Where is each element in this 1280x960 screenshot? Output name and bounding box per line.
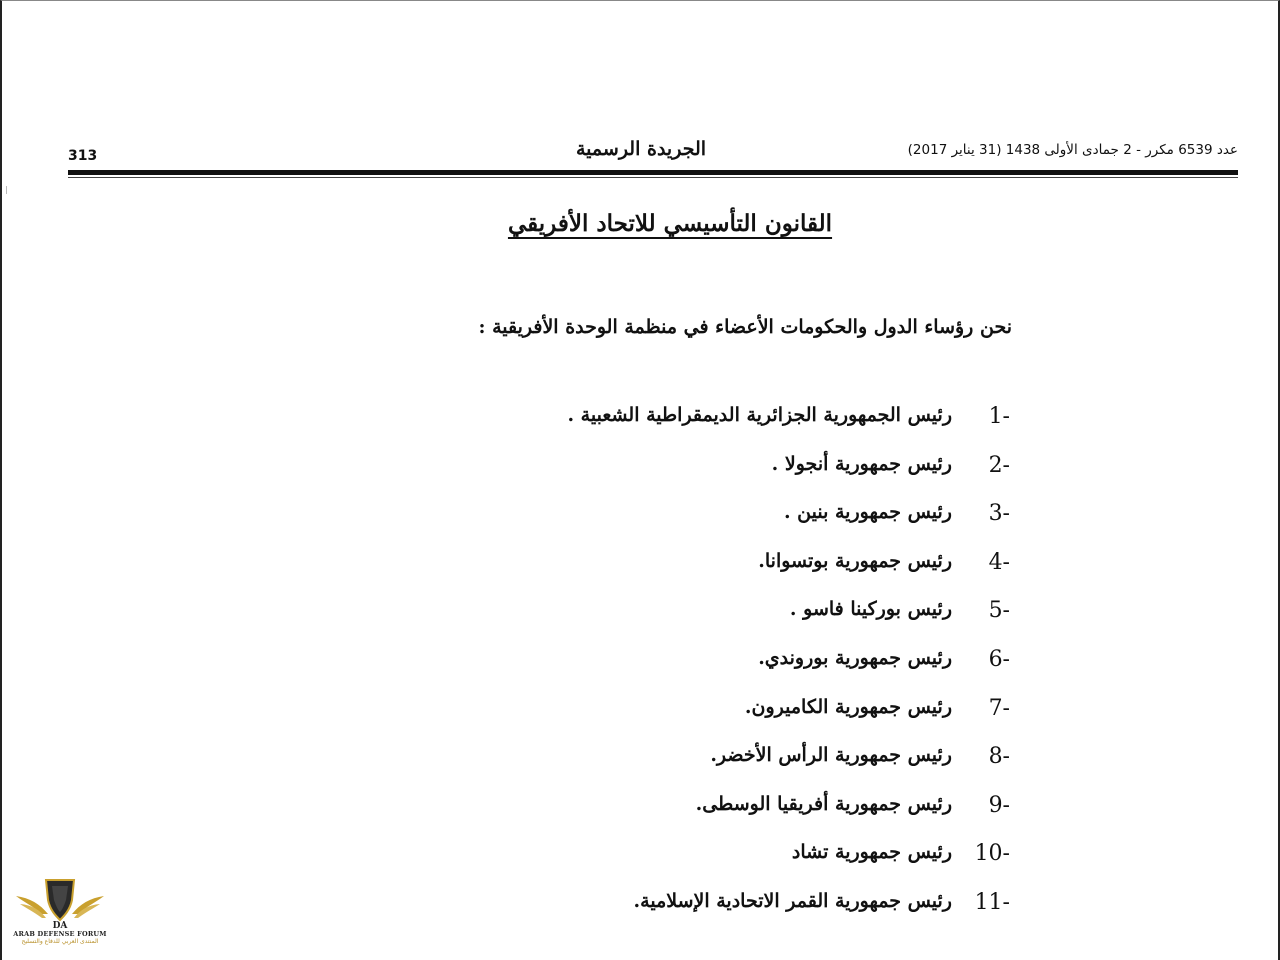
member-states-list	[567, 404, 1010, 939]
header-rule	[68, 170, 1238, 175]
member-item	[567, 550, 1010, 599]
scan-artifact	[6, 186, 7, 194]
member-number: 1-	[988, 404, 1010, 429]
member-text: رئيس جمهورية بوروندي.	[758, 646, 952, 669]
member-item	[567, 598, 1010, 647]
member-number: 7-	[988, 695, 1010, 721]
member-item	[567, 404, 1010, 453]
member-text: رئيس الجمهورية الجزائرية الديمقراطية الشعبية .	[567, 404, 952, 426]
member-number: 6-	[988, 646, 1010, 672]
member-item	[567, 890, 1010, 939]
member-text: رئيس جمهورية بوتسوانا.	[758, 549, 952, 572]
member-item	[567, 696, 1010, 745]
eagle-shield-icon	[12, 874, 108, 930]
header-rule-thin	[68, 177, 1238, 178]
preamble-text: نحن رؤساء الدول والحكومات الأعضاء في منظمة الوحدة الأفريقية :	[478, 316, 1012, 338]
member-text: رئيس جمهورية بنين .	[783, 501, 952, 524]
page-number: 313	[68, 148, 98, 164]
member-text: رئيس جمهورية الكاميرون.	[744, 695, 952, 718]
member-number: 10-	[974, 841, 1010, 867]
member-item	[567, 501, 1010, 550]
member-text: رئيس جمهورية الرأس الأخضر.	[710, 744, 952, 767]
member-number: 4-	[988, 549, 1010, 575]
member-text: رئيس بوركينا فاسو .	[789, 598, 952, 621]
document-title: القانون التأسيسي للاتحاد الأفريقي	[507, 210, 833, 237]
member-number: 11-	[974, 889, 1010, 915]
watermark-subtitle: المنتدى العربي للدفاع والتسليح	[21, 938, 99, 945]
watermark-logo	[10, 874, 110, 958]
member-number: 9-	[988, 792, 1010, 818]
member-number: 8-	[988, 744, 1010, 770]
member-item	[567, 744, 1010, 793]
member-item	[567, 793, 1010, 842]
member-number: 5-	[988, 598, 1010, 624]
member-item	[567, 841, 1010, 890]
member-text: رئيس جمهورية أفريقيا الوسطى.	[695, 792, 952, 815]
gazette-title: الجريدة الرسمية	[576, 138, 707, 160]
gazette-header	[68, 138, 1238, 172]
issue-info: عدد 6539 مكرر - 2 جمادى الأولى 1438 (31 يناير 2017)	[907, 142, 1238, 158]
member-item	[567, 647, 1010, 696]
member-text: رئيس جمهورية تشاد	[791, 841, 952, 864]
member-text: رئيس جمهورية أنجولا .	[771, 452, 952, 475]
member-number: 3-	[988, 501, 1010, 527]
watermark-brand: ARAB DEFENSE FORUM	[13, 930, 107, 938]
member-number: 2-	[988, 452, 1010, 478]
member-item	[567, 453, 1010, 502]
logo-letters: DA	[52, 921, 68, 930]
member-text: رئيس جمهورية القمر الاتحادية الإسلامية.	[633, 889, 952, 912]
